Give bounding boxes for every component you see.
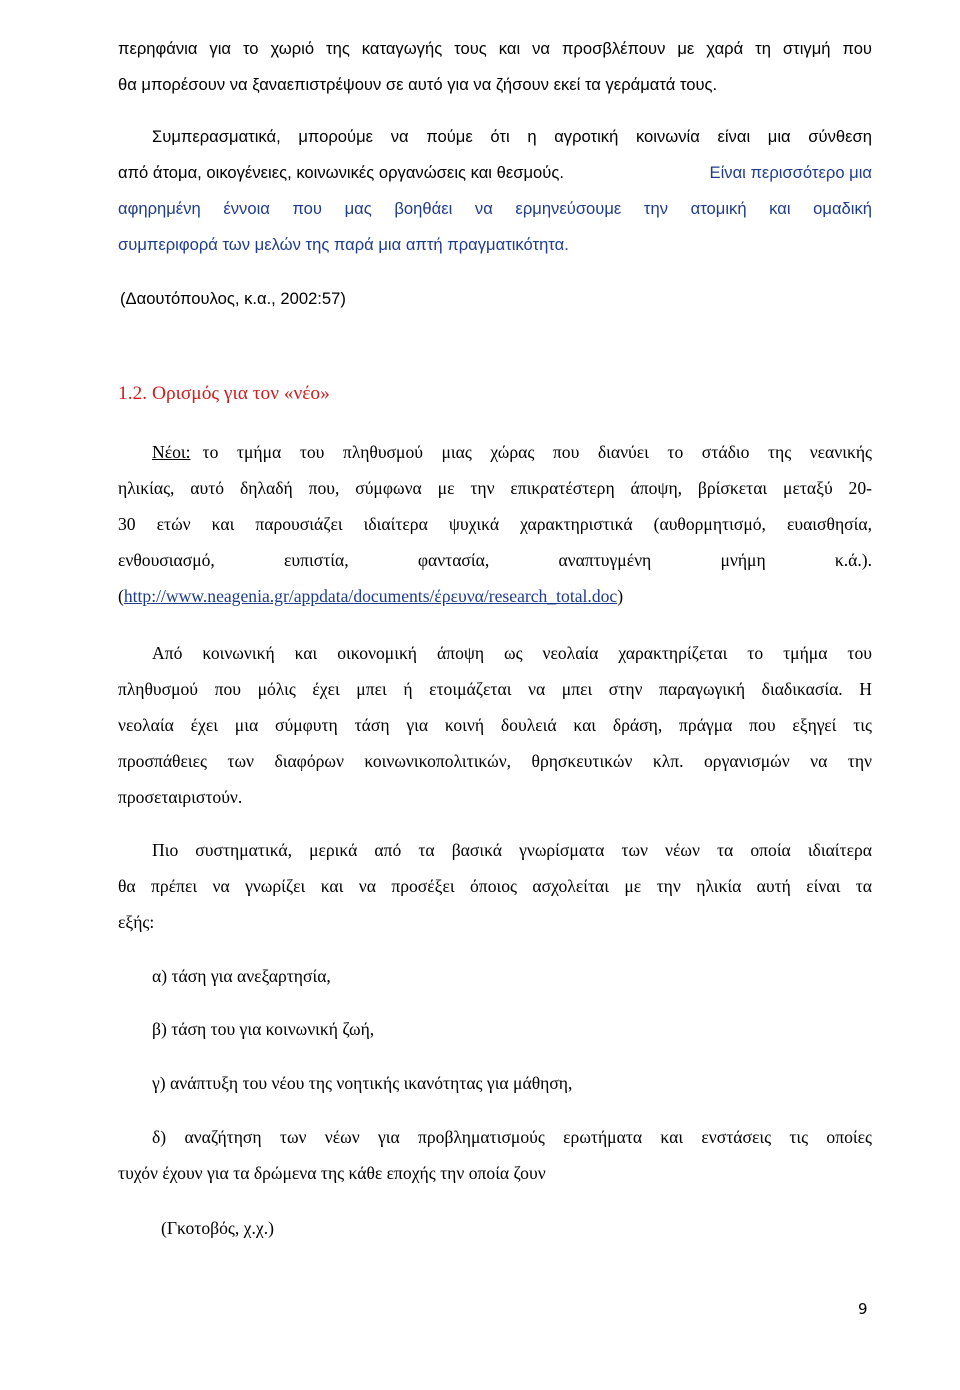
- text-line: θα μπορέσουν να ξαναεπιστρέψουν σε αυτό για να ζήσουν εκεί τα γεράματά τους.: [118, 75, 718, 94]
- page-number: 9: [858, 1300, 868, 1318]
- text-line: αφηρημένη έννοια που μας βοηθάει να ερμηνεύσουμε την ατομική και ομαδική: [118, 199, 872, 218]
- text-line: συμπεριφορά των μελών της παρά μια απτή πραγματικότητα.: [118, 235, 569, 254]
- document-page: [118, 0, 872, 1390]
- definition-text: το τμήμα του πληθυσμού μιας χώρας που διανύει το στάδιο της νεανικής: [202, 442, 872, 462]
- text-line: Συμπερασματικά, μπορούμε να πούμε ότι η αγροτική κοινωνία είναι μια σύνθεση: [152, 127, 872, 146]
- list-item: β) τάση του για κοινωνική ζωή,: [152, 1019, 375, 1039]
- text-line: ενθουσιασμό, ευπιστία, φαντασία, αναπτυγμένη μνήμη κ.ά.).: [118, 550, 872, 570]
- text-line: προσπάθειες των διαφόρων κοινωνικοπολιτικών, θρησκευτικών κλπ. οργανισμών να την: [118, 751, 872, 771]
- list-item-continuation: τυχόν έχουν για τα δρώμενα της κάθε εποχής την οποία ζουν: [118, 1163, 546, 1183]
- text-line: πληθυσμού που μόλις έχει μπει ή ετοιμάζεται να μπει στην παραγωγική διαδικασία. Η: [118, 679, 872, 699]
- text-line: προσεταιριστούν.: [118, 787, 243, 807]
- text-line: Από κοινωνική και οικονομική άποψη ως νεολαία χαρακτηρίζεται το τμήμα του: [152, 643, 872, 663]
- text-line: 30 ετών και παρουσιάζει ιδιαίτερα ψυχικά χαρακτηριστικά (αυθορμητισμό, ευαισθησία,: [118, 514, 872, 534]
- conclusion-text-blue: Είναι περισσότερο μια: [709, 163, 872, 182]
- definition-term: Νέοι:: [152, 442, 191, 462]
- section-title: Ορισμός για τον «νέο»: [151, 383, 330, 404]
- text-line: [118, 584, 872, 608]
- list-item: α) τάση για ανεξαρτησία,: [152, 966, 331, 986]
- text-line: ηλικίας, αυτό δηλαδή που, σύμφωνα με την επικρατέστερη άποψη, βρίσκεται μεταξύ 20-: [118, 478, 872, 498]
- section-number: 1.2.: [118, 383, 148, 404]
- text-line: εξής:: [118, 912, 155, 932]
- link-paren-close: ): [617, 586, 624, 606]
- citation: (Δαουτόπουλος, κ.α., 2002:57): [120, 289, 346, 308]
- source-link[interactable]: http://www.neagenia.gr/appdata/documents/έρευνα/research_total.doc: [123, 586, 618, 606]
- list-item: γ) ανάπτυξη του νέου της νοητικής ικανότητας για μάθηση,: [152, 1073, 573, 1093]
- text-line: [118, 440, 872, 464]
- section-heading: [118, 382, 872, 406]
- link-paren-open: (: [118, 586, 124, 606]
- list-item: δ) αναζήτηση των νέων για προβληματισμούς ερωτήματα και ενστάσεις τις οποίες: [152, 1127, 872, 1147]
- citation: (Γκοτοβός, χ.χ.): [161, 1218, 274, 1238]
- text-line: θα πρέπει να γνωρίζει και να προσέξει όποιος ασχολείται με την ηλικία αυτή είναι τα: [118, 876, 872, 896]
- conclusion-text: από άτομα, οικογένειες, κοινωνικές οργανώσεις και θεσμούς.: [118, 163, 564, 182]
- text-line: [118, 161, 872, 185]
- text-line: περηφάνια για το χωριό της καταγωγής τους και να προσβλέπουν με χαρά τη στιγμή που: [118, 39, 872, 58]
- text-line: Πιο συστηματικά, μερικά από τα βασικά γνωρίσματα των νέων τα οποία ιδιαίτερα: [152, 840, 872, 860]
- text-line: νεολαία έχει μια σύμφυτη τάση για κοινή δουλειά και δράση, πράγμα που εξηγεί τις: [118, 715, 872, 735]
